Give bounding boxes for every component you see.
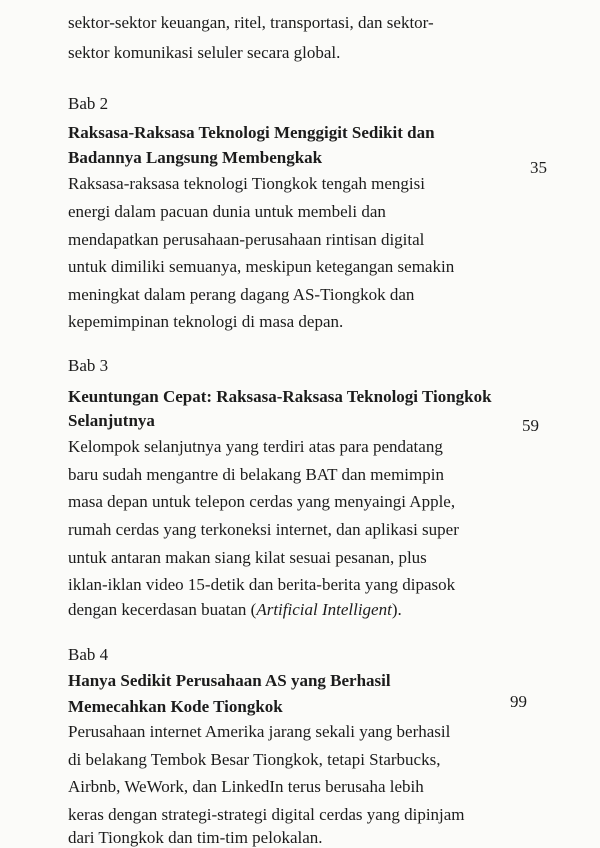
chapter-desc-line: di belakang Tembok Besar Tiongkok, tetapi Starbucks,: [68, 750, 441, 769]
chapter-desc-line: masa depan untuk telepon cerdas yang menyaingi Apple,: [68, 492, 456, 511]
chapter-desc-italic: Artificial Intelligent: [256, 600, 392, 619]
chapter-desc-line: Airbnb, WeWork, dan LinkedIn terus berusaha lebih: [68, 777, 424, 796]
chapter-desc-line: Perusahaan internet Amerika jarang sekali yang berhasil: [68, 722, 451, 741]
intro-line: sektor komunikasi seluler secara global.: [68, 43, 341, 62]
chapter-desc-line: meningkat dalam perang dagang AS-Tiongkok dan: [68, 285, 415, 304]
chapter-title-line: Hanya Sedikit Perusahaan AS yang Berhasil: [68, 671, 391, 690]
chapter-desc-text: dengan kecerdasan buatan (: [68, 600, 257, 619]
chapter-title-line: Selanjutnya: [68, 411, 155, 430]
chapter-page-number: 59: [522, 416, 539, 435]
chapter-title-line: Badannya Langsung Membengkak: [68, 148, 323, 167]
chapter-label: Bab 3: [68, 356, 109, 375]
chapter-desc-line: baru sudah mengantre di belakang BAT dan memimpin: [68, 465, 444, 484]
chapter-title-line: Raksasa-Raksasa Teknologi Menggigit Sedikit dan: [68, 123, 435, 142]
chapter-desc-line: energi dalam pacuan dunia untuk membeli dan: [68, 202, 386, 221]
chapter-title-line: Keuntungan Cepat: Raksasa-Raksasa Teknologi Tiongkok: [68, 387, 492, 406]
chapter-desc-line: dari Tiongkok dan tim-tim pelokalan.: [68, 828, 323, 847]
chapter-desc-line: iklan-iklan video 15-detik dan berita-berita yang dipasok: [68, 575, 456, 594]
chapter-desc-line: mendapatkan perusahaan-perusahaan rintisan digital: [68, 230, 425, 249]
chapter-desc-end: ).: [391, 600, 402, 619]
chapter-page-number: 99: [510, 692, 527, 711]
chapter-label: Bab 4: [68, 645, 109, 664]
chapter-page-number: 35: [530, 158, 547, 177]
chapter-desc-line: keras dengan strategi-strategi digital cerdas yang dipinjam: [68, 805, 465, 824]
chapter-desc-line: untuk dimiliki semuanya, meskipun ketegangan semakin: [68, 257, 455, 276]
chapter-desc-line: untuk antaran makan siang kilat sesuai pesanan, plus: [68, 548, 427, 567]
chapter-desc-line: kepemimpinan teknologi di masa depan.: [68, 312, 344, 331]
chapter-desc-line: Kelompok selanjutnya yang terdiri atas para pendatang: [68, 437, 443, 456]
chapter-label: Bab 2: [68, 94, 109, 113]
chapter-title-line: Memecahkan Kode Tiongkok: [68, 697, 283, 716]
intro-line: sektor-sektor keuangan, ritel, transportasi, dan sektor-: [68, 13, 434, 32]
chapter-desc-line: rumah cerdas yang terkoneksi internet, dan aplikasi super: [68, 520, 459, 539]
chapter-desc-line: Raksasa-raksasa teknologi Tiongkok tengah mengisi: [68, 174, 425, 193]
chapter-desc-line: [68, 599, 402, 620]
